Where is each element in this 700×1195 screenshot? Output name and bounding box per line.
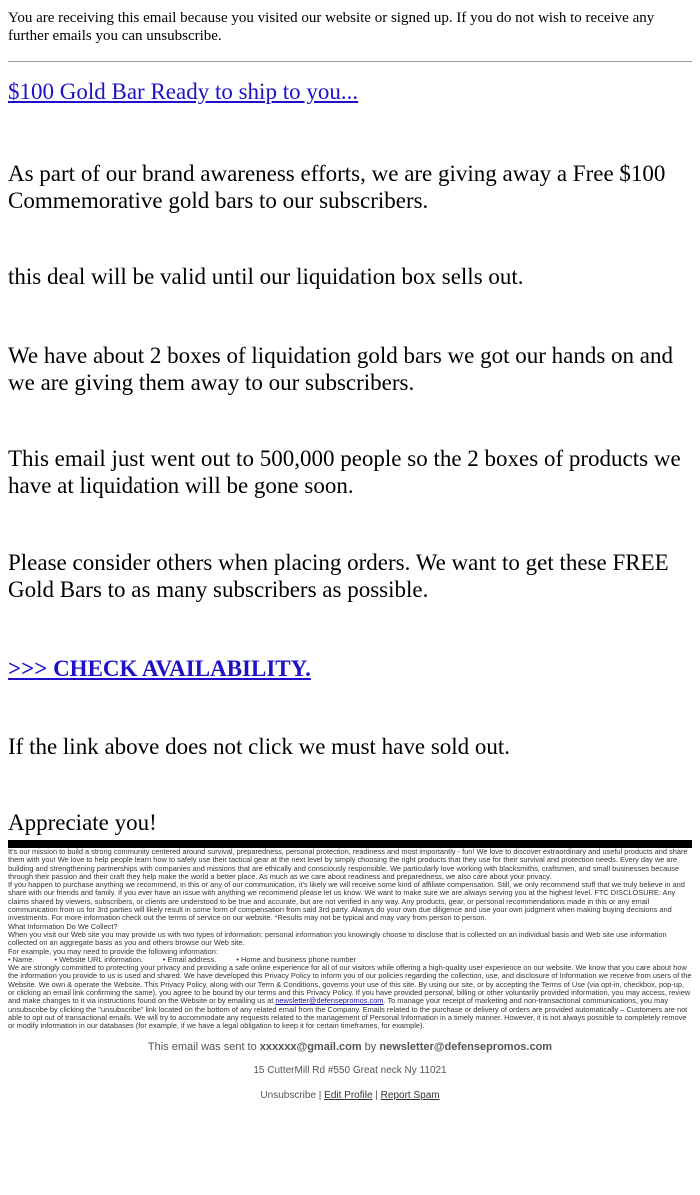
signoff: Appreciate you! <box>8 810 157 835</box>
fine-print-privacy <box>8 964 692 1030</box>
paragraph-giveaway: As part of our brand awareness efforts, we are giving away a Free $100 Commemorative gold bars to our subscribers. <box>8 161 666 213</box>
fine-print-mission: It's our mission to build a strong community centered around survival, preparedness, personal protection, readiness and most importantly - fun! We love to discover extraordinary and useful products and share them with you! We love to help people learn how to safely use their tactical gear at the next level by simply choosing the right products that they use for their survival and protection needs. Every day we are building and strengthening partnerships with companies and missions that are ethically and consciously responsible. We particularly love working with blacksmiths, craftsmen, and small businesses because through their passion and their craft they help make the world a better place. As much as we care about readiness and preparedness, we also care about your privacy. <box>8 847 688 881</box>
preheader-text: You are receiving this email because you visited our website or signed up. If you do not wish to receive any further emails you can unsubscribe. <box>8 10 655 44</box>
privacy-email-link[interactable]: newsletter@defensepromos.com <box>275 996 384 1006</box>
list-item: • Website URL information. <box>54 954 143 964</box>
check-availability-link[interactable]: >>> CHECK AVAILABILITY. <box>8 656 311 681</box>
list-item: • Home and business phone number <box>236 954 357 964</box>
fine-print-example: For example, you may need to provide the following information: <box>8 946 218 956</box>
list-item: • Name. <box>8 954 35 964</box>
footer-links <box>8 1090 692 1102</box>
sent-prefix: This email was sent to <box>147 1040 260 1053</box>
mailing-address: 15 CutterMill Rd #550 Great neck Ny 11021 <box>253 1064 447 1076</box>
fine-print-collect: When you visit our Web site you may provide us with two types of information: personal information you knowingly choose to disclose that is collected on an individual basis and Web site use information collected on an aggregate basis as you and others browse our Web site. <box>8 929 667 948</box>
paragraph-audience: This email just went out to 500,000 people so the 2 boxes of products we have at liquidation will be gone soon. <box>8 446 681 498</box>
privacy-text-after: . To manage your receipt of marketing and non-transactional communications, you may unsubscribe by clicking the "unsubscribe" link located on the bottom of any related email from the Company. Emails related to the purchase or delivery of orders are provided automatically – Customers are not able to opt out of transactional emails. We will try to accommodate any requests related to the management of Personal Information in a timely manner. However, it is not always possible to completely remove or modify information in our databases (for example, if we have a legal obligation to keep it for certain timeframes, for example). <box>8 996 688 1031</box>
fine-print-disclosure: If you happen to purchase anything we recommend, in this or any of our communication, it's likely we will receive some kind of affiliate compensation. Still, we only recommend stuff that we truly believe in and share with our friends and family. If you ever have an issue with anything we recommend please let us know. We want to make sure we are always serving you at the highest level. FTC DISCLOSURE: Any claims shared by viewers, subscribers, or clients are understood to be true and accurate, but are not verified in any way. Any products, gear, or personal recommendations made in this or any email communication from us for 3rd parties will likely result in some form of compensation from said 3rd party. Always do your own due diligence and use your own judgment when making buying decisions and investments. For more information check out the terms of service on our website. *Results may not be typical and may vary from person to person. <box>8 880 685 923</box>
paragraph-consider-others: Please consider others when placing orders. We want to get these FREE Gold Bars to as many subscribers as possible. <box>8 550 669 602</box>
sender-email: newsletter@defensepromos.com <box>379 1040 553 1053</box>
paragraph-deal-validity: this deal will be valid until our liquidation box sells out. <box>8 264 524 289</box>
edit-profile-link[interactable]: Edit Profile <box>324 1089 373 1101</box>
paragraph-sold-out: If the link above does not click we must have sold out. <box>8 734 511 759</box>
list-item: • Email address. <box>162 954 217 964</box>
paragraph-liquidation: We have about 2 boxes of liquidation gold bars we got our hands on and we are giving them away to our subscribers. <box>8 343 674 395</box>
separator: | <box>372 1089 381 1101</box>
sent-to-line <box>8 1041 692 1054</box>
unsubscribe-link[interactable]: Unsubscribe <box>260 1089 316 1101</box>
headline-link[interactable]: $100 Gold Bar Ready to ship to you... <box>8 79 359 104</box>
separator: | <box>316 1089 325 1101</box>
recipient-email: xxxxxx@gmail.com <box>259 1040 362 1053</box>
fine-print <box>8 848 692 1031</box>
email-footer <box>8 1041 692 1102</box>
sent-by: by <box>361 1040 380 1053</box>
report-spam-link[interactable]: Report Spam <box>380 1089 440 1101</box>
fine-print-heading: What Information Do We Collect? <box>8 921 118 931</box>
divider <box>8 61 692 62</box>
privacy-text-before: We are strongly committed to protecting your privacy and providing a safe online experience for all of our visitors while offering a high-quality user experience on our website. We know that you care about how the information you provide to us is used and shared. We have developed this Privacy Policy to inform you of our policies regarding the collection, use, and disclosure of Information we receive from users of the Website. We own & operate the Website. This Privacy Policy, along with our Term & Conditions, governs your use of this site. By using our site, or by accepting the Terms of Use (via opt-in, checkbox, pop-up, or clicking an email link confirming the same), you agree to be bound by our terms and this Privacy Policy. If you have provided personal, billing or other voluntarily provided information, you may access, review and make changes to it via instructions found on the Website or by emailing us at <box>8 963 692 1006</box>
